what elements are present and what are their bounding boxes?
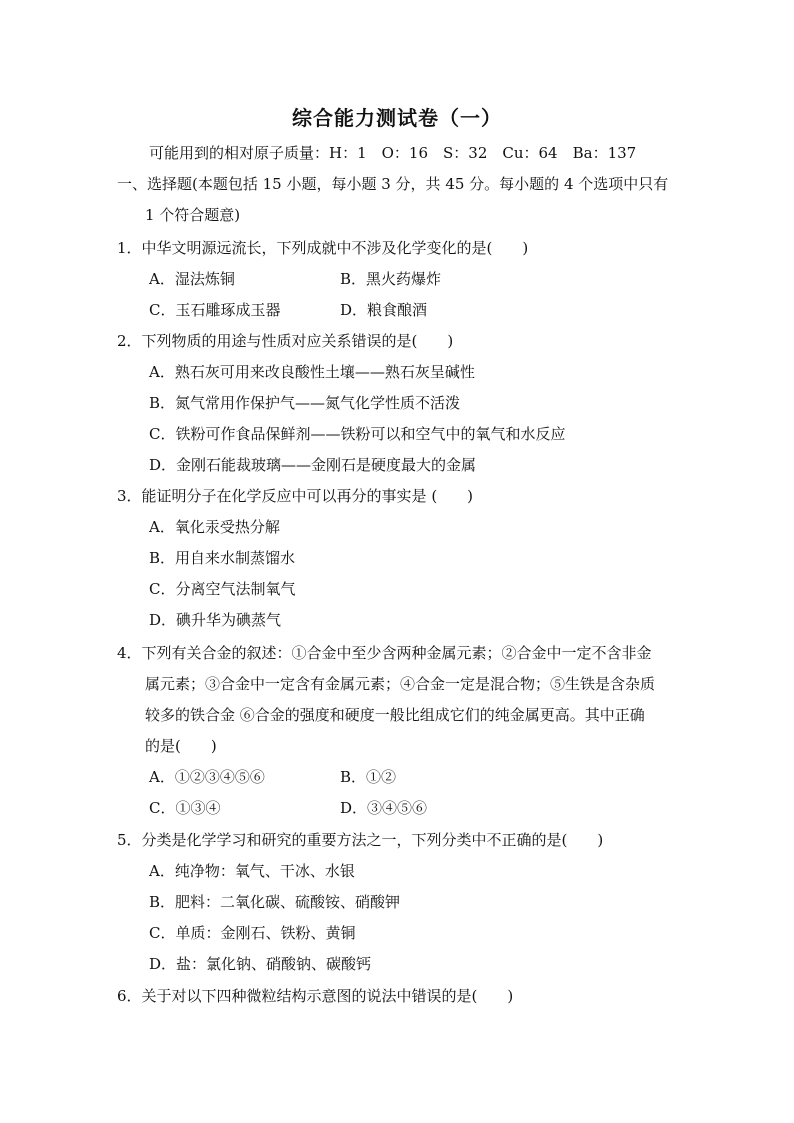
question-4-option-c: C．①③④ — [149, 799, 221, 817]
question-1-option-c: C．玉石雕琢成玉器 — [149, 301, 281, 319]
question-5-option-d: D．盐：氯化钠、硝酸钠、碳酸钙 — [149, 955, 372, 973]
question-3-option-b: B．用自来水制蒸馏水 — [149, 549, 296, 567]
question-1-option-a: A．湿法炼铜 — [149, 270, 235, 288]
question-5-stem: 5．分类是化学学习和研究的重要方法之一，下列分类中不正确的是( ) — [117, 831, 604, 849]
question-4-option-a: A．①②③④⑤⑥ — [149, 768, 265, 786]
question-2-option-a: A．熟石灰可用来改良酸性土壤——熟石灰呈碱性 — [149, 363, 475, 381]
question-4-option-b: B．①② — [340, 768, 397, 786]
section-heading: 一、选择题(本题包括 15 小题，每小题 3 分，共 45 分。每小题的 4 个选项中只有 — [117, 175, 669, 193]
question-2-option-b: B．氮气常用作保护气——氮气化学性质不活泼 — [149, 394, 461, 412]
question-4-stem-cont: 较多的铁合金 ⑥合金的强度和硬度一般比组成它们的纯金属更高。其中正确 — [145, 706, 645, 724]
question-2-option-c: C．铁粉可作食品保鲜剂——铁粉可以和空气中的氧气和水反应 — [149, 425, 566, 443]
question-4-stem: 4．下列有关合金的叙述：①合金中至少含两种金属元素；②合金中一定不含非金 — [117, 644, 652, 662]
question-1-stem: 1．中华文明源远流长，下列成就中不涉及化学变化的是( ) — [117, 239, 529, 257]
question-4-stem-cont: 的是( ) — [145, 737, 217, 755]
question-1-option-d: D．粮食酿酒 — [340, 301, 428, 319]
question-3-stem: 3．能证明分子在化学反应中可以再分的事实是 ( ) — [117, 487, 474, 505]
question-3-option-c: C．分离空气法制氧气 — [149, 580, 296, 598]
question-3-option-d: D．碘升华为碘蒸气 — [149, 611, 282, 629]
question-3-option-a: A．氧化汞受热分解 — [149, 518, 280, 536]
question-5-option-b: B．肥料：二氧化碳、硫酸铵、硝酸钾 — [149, 893, 401, 911]
question-6-stem: 6．关于对以下四种微粒结构示意图的说法中错误的是( ) — [117, 987, 514, 1005]
atomic-masses-note: 可能用到的相对原子质量：H：1 O：16 S：32 Cu：64 Ba：137 — [149, 144, 637, 162]
question-2-option-d: D．金刚石能裁玻璃——金刚石是硬度最大的金属 — [149, 456, 477, 474]
page-title: 综合能力测试卷（一） — [292, 106, 502, 130]
section-heading-cont: 1 个符合题意) — [145, 206, 241, 224]
question-4-option-d: D．③④⑤⑥ — [340, 799, 428, 817]
question-5-option-a: A．纯净物：氧气、干冰、水银 — [149, 862, 355, 880]
question-2-stem: 2．下列物质的用途与性质对应关系错误的是( ) — [117, 332, 454, 350]
question-1-option-b: B．黑火药爆炸 — [340, 270, 442, 288]
question-5-option-c: C．单质：金刚石、铁粉、黄铜 — [149, 924, 356, 942]
question-4-stem-cont: 属元素；③合金中一定含有金属元素；④合金一定是混合物；⑤生铁是含杂质 — [145, 675, 656, 693]
